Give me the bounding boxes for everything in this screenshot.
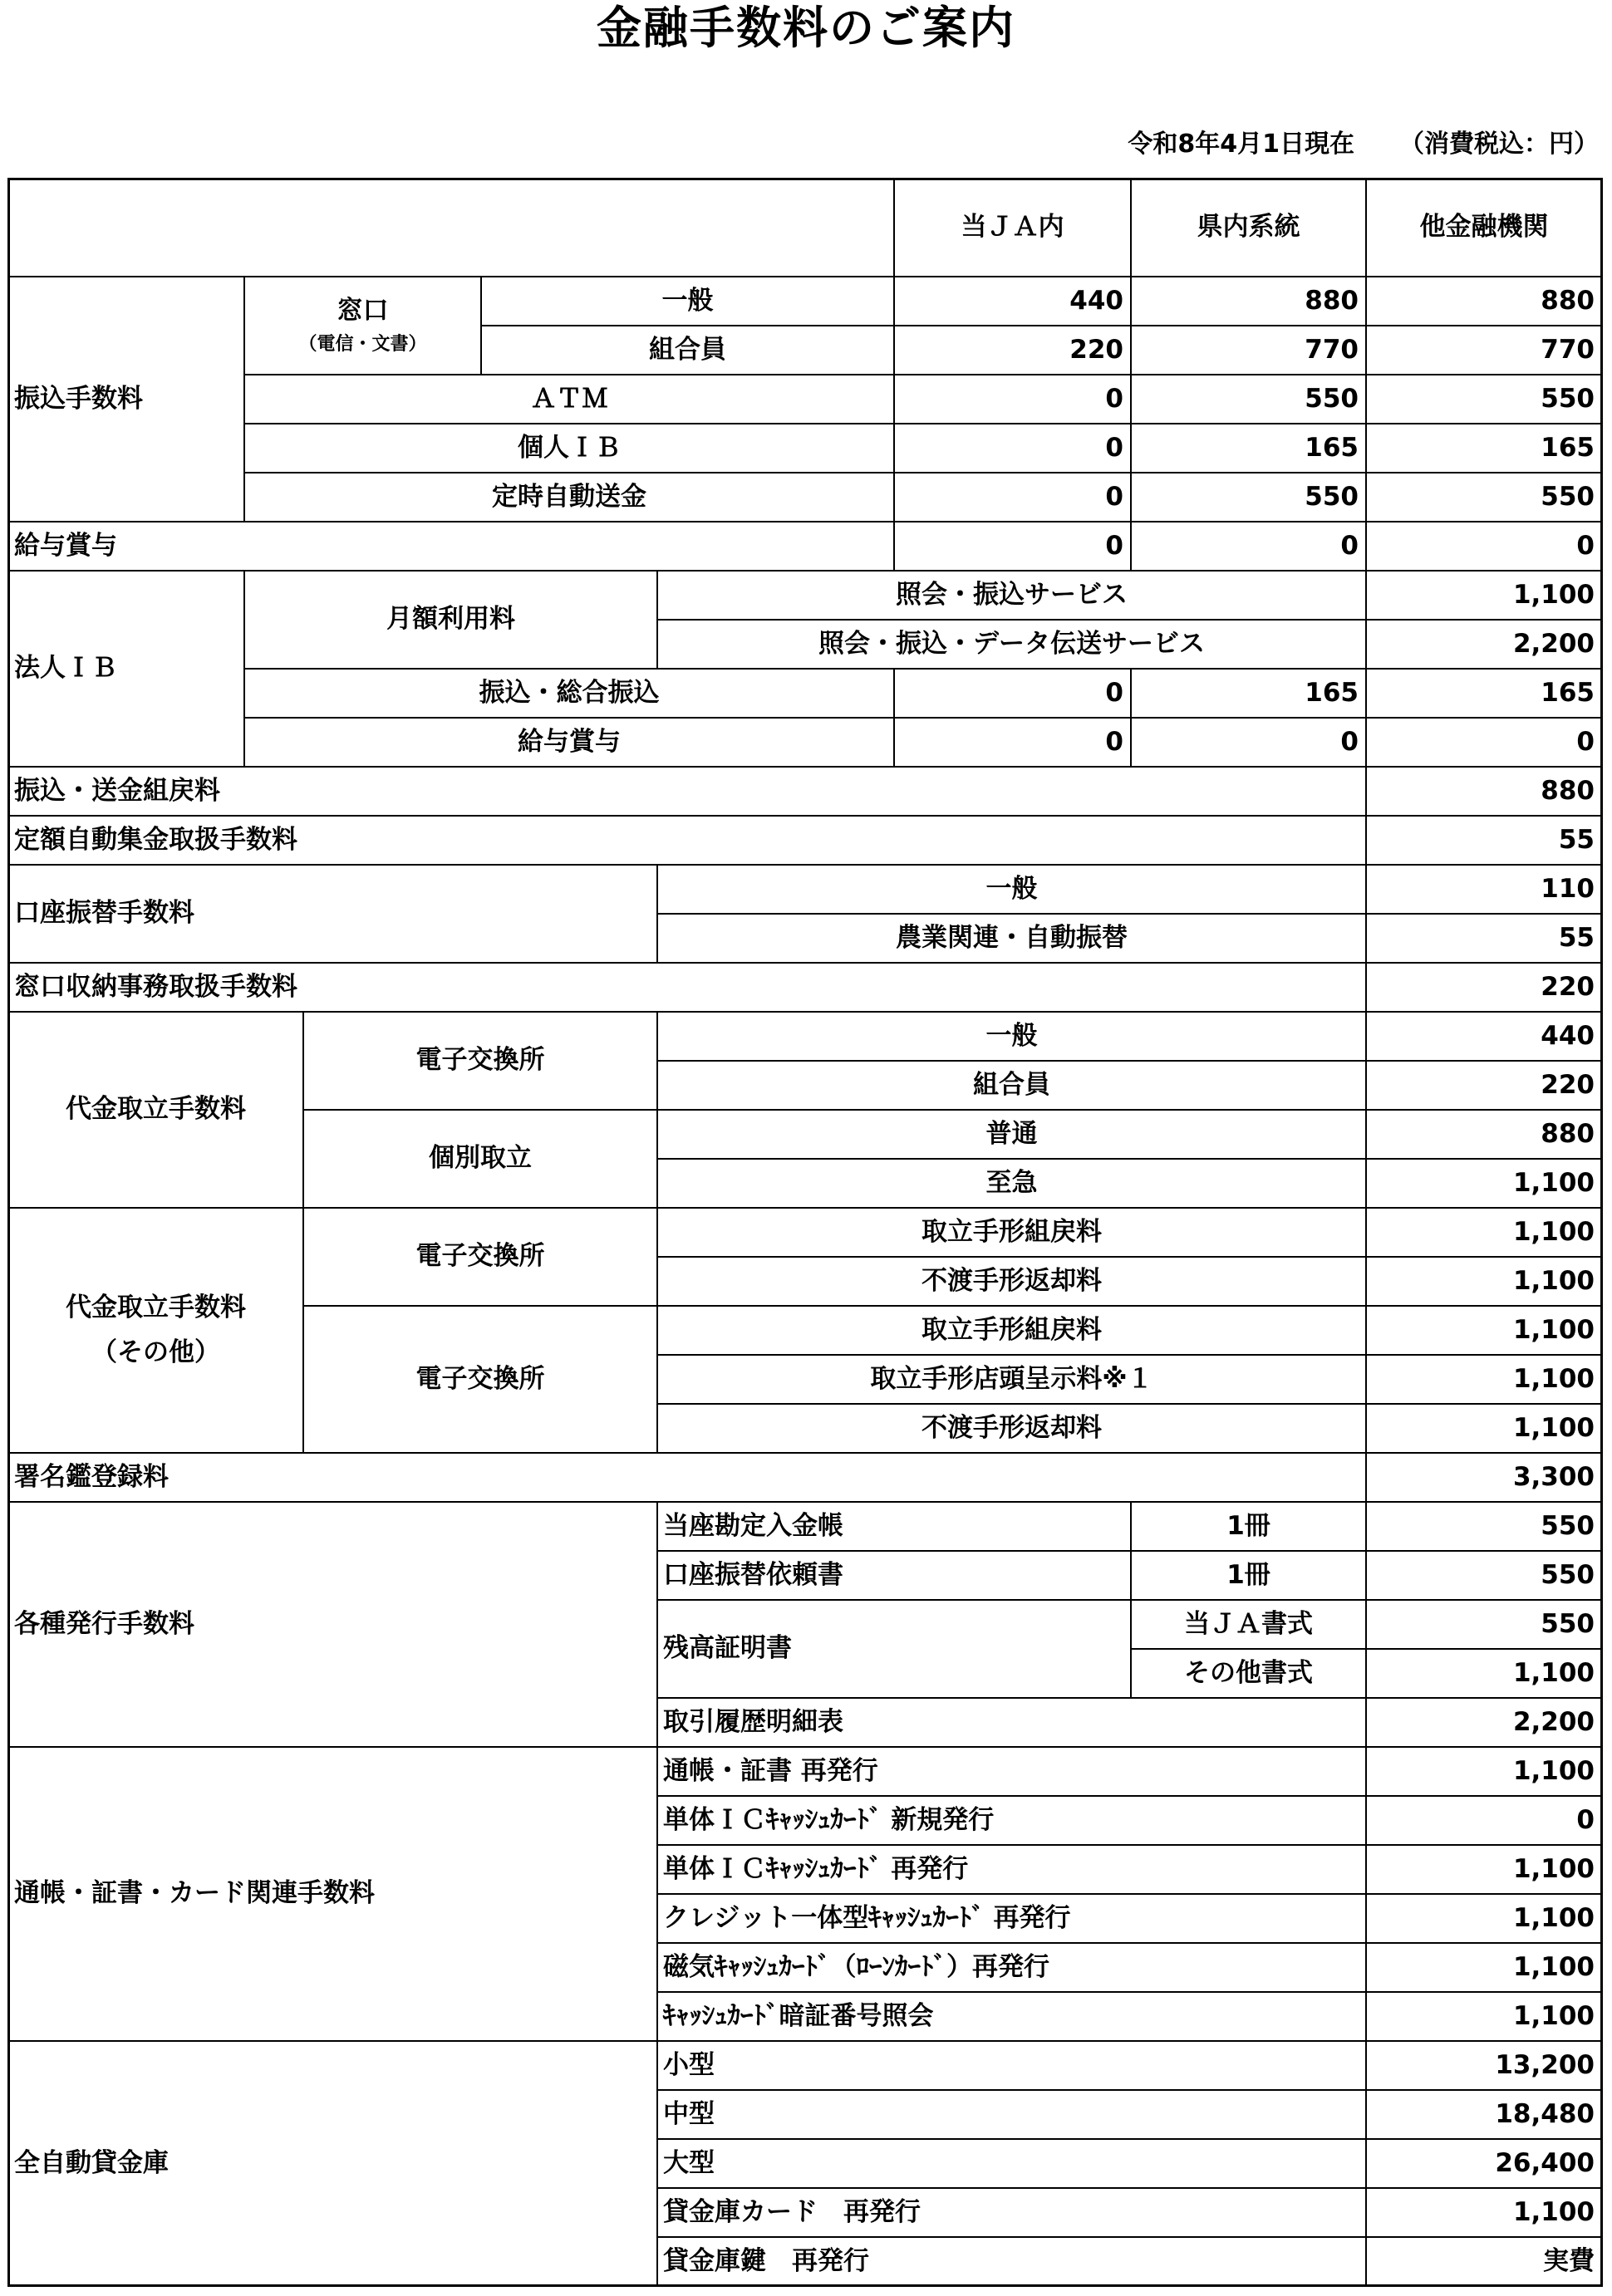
label-monthly-fee: 月額利用料 (243, 570, 658, 670)
label-member: 組合員 (656, 1060, 1367, 1111)
label-normal: 普通 (656, 1109, 1367, 1160)
section-collection-fee-other (7, 1207, 304, 1454)
label-passbook-reissue: 通帳・証書 再発行 (656, 1746, 1367, 1797)
fee-value: 550 (1365, 1599, 1603, 1650)
label-pin-inquiry: ｷｬｯｼｭｶｰﾄﾞ暗証番号照会 (656, 1991, 1367, 2042)
fee-value: 55 (1365, 815, 1603, 866)
fee-value: 165 (1365, 668, 1603, 719)
label-inquiry-transfer: 照会・振込サービス (656, 570, 1367, 621)
fee-value: 55 (1365, 913, 1603, 964)
fee-value: 880 (1365, 1109, 1603, 1160)
label-own-format: 当ＪＡ書式 (1130, 1599, 1367, 1650)
fee-value: 550 (1130, 374, 1367, 424)
label-atm: ＡＴＭ (243, 374, 895, 424)
label-safe-card-reissue: 貸金庫カード 再発行 (656, 2187, 1367, 2238)
label-e-clearing: 電子交換所 (302, 1305, 658, 1454)
section-signature-registration: 署名鑑登録料 (7, 1452, 1367, 1503)
fee-value: 220 (893, 325, 1132, 375)
label-dishonored-return: 不渡手形返却料 (656, 1403, 1367, 1454)
cell-label: 代金取立手数料 (66, 1292, 246, 1322)
fee-value: 実費 (1365, 2236, 1603, 2287)
fee-value: 880 (1365, 276, 1603, 326)
cell-sublabel: （その他） (91, 1337, 220, 1367)
label-dishonored-return: 不渡手形返却料 (656, 1256, 1367, 1307)
fee-value: 1,100 (1365, 1942, 1603, 1993)
fee-value: 0 (893, 472, 1132, 522)
fee-value: 1,100 (1365, 1354, 1603, 1405)
fee-value: 0 (1365, 717, 1603, 768)
label-checking-deposit-book: 当座勘定入金帳 (656, 1501, 1132, 1552)
cell-sublabel: （電信・文書） (298, 334, 427, 356)
label-counter (243, 276, 482, 375)
fee-value: 165 (1130, 668, 1367, 719)
fee-value: 165 (1130, 423, 1367, 473)
cell-label: 窓口 (337, 295, 389, 326)
fee-value: 3,300 (1365, 1452, 1603, 1503)
fee-value: 1,100 (1365, 570, 1603, 621)
section-passbook-card-fees: 通帳・証書・カード関連手数料 (7, 1746, 658, 2042)
label-credit-card-reissue: クレジット一体型ｷｬｯｼｭｶｰﾄﾞ 再発行 (656, 1893, 1367, 1944)
label-individual-collection: 個別取立 (302, 1109, 658, 1209)
fee-value: 1,100 (1365, 1403, 1603, 1454)
fee-value: 440 (1365, 1011, 1603, 1062)
label-general: 一般 (480, 276, 895, 326)
label-balance-certificate: 残高証明書 (656, 1599, 1132, 1699)
label-bulk-transfer: 振込・総合振込 (243, 668, 895, 719)
label-over-counter-presentment: 取立手形店頭呈示料※１ (656, 1354, 1367, 1405)
label-transfer-request-form: 口座振替依頼書 (656, 1550, 1132, 1601)
page-title: 金融手数料のご案内 (597, 2, 1015, 54)
section-corporate-ib: 法人ＩＢ (7, 570, 245, 768)
fee-value: 165 (1365, 423, 1603, 473)
section-collection-fee: 代金取立手数料 (7, 1011, 304, 1209)
label-small: 小型 (656, 2040, 1367, 2091)
fee-value: 0 (1130, 521, 1367, 572)
fee-value: 220 (1365, 962, 1603, 1013)
fee-value: 1,100 (1365, 2187, 1603, 2238)
fee-value: 0 (893, 374, 1132, 424)
header-other-bank: 他金融機関 (1365, 178, 1603, 277)
fee-value: 1,100 (1365, 1256, 1603, 1307)
label-personal-ib: 個人ＩＢ (243, 423, 895, 473)
section-safe-deposit: 全自動貸金庫 (7, 2040, 658, 2287)
header-prefecture: 県内系統 (1130, 178, 1367, 277)
fee-value: 550 (1365, 1550, 1603, 1601)
fee-value: 0 (1365, 521, 1603, 572)
fee-value: 2,200 (1365, 619, 1603, 670)
header-blank (7, 178, 895, 277)
fee-value: 0 (893, 521, 1132, 572)
label-medium: 中型 (656, 2089, 1367, 2140)
fee-value: 220 (1365, 1060, 1603, 1111)
label-ic-card-new: 単体ＩＣｷｬｯｼｭｶｰﾄﾞ 新規発行 (656, 1795, 1367, 1846)
fee-value: 26,400 (1365, 2138, 1603, 2189)
header-own-ja: 当ＪＡ内 (893, 178, 1132, 277)
label-other-format: その他書式 (1130, 1648, 1367, 1699)
fee-value: 770 (1365, 325, 1603, 375)
fee-value: 440 (893, 276, 1132, 326)
label-general: 一般 (656, 1011, 1367, 1062)
fee-value: 110 (1365, 864, 1603, 915)
label-per-book: 1冊 (1130, 1550, 1367, 1601)
label-magnetic-card-reissue: 磁気ｷｬｯｼｭｶｰﾄﾞ（ﾛｰﾝｶｰﾄﾞ）再発行 (656, 1942, 1367, 1993)
label-general: 一般 (656, 864, 1367, 915)
label-urgent: 至急 (656, 1158, 1367, 1209)
label-e-clearing: 電子交換所 (302, 1011, 658, 1111)
fee-value: 880 (1365, 766, 1603, 817)
section-account-transfer: 口座振替手数料 (7, 864, 658, 964)
section-transfer-fee: 振込手数料 (7, 276, 245, 522)
section-transfer-cancel: 振込・送金組戻料 (7, 766, 1367, 817)
fee-value: 1,100 (1365, 1746, 1603, 1797)
fee-value: 770 (1130, 325, 1367, 375)
section-counter-collection: 窓口収納事務取扱手数料 (7, 962, 1367, 1013)
as-of-date: 令和8年4月1日現在 (1128, 130, 1354, 159)
fee-value: 0 (893, 717, 1132, 768)
fee-value: 0 (893, 423, 1132, 473)
label-bill-cancel: 取立手形組戻料 (656, 1207, 1367, 1258)
label-scheduled-remittance: 定時自動送金 (243, 472, 895, 522)
unit-note: （消費税込：円） (1399, 130, 1599, 159)
fee-value: 2,200 (1365, 1697, 1603, 1748)
label-safe-key-reissue: 貸金庫鍵 再発行 (656, 2236, 1367, 2287)
fee-value: 1,100 (1365, 1648, 1603, 1699)
fee-value: 550 (1130, 472, 1367, 522)
label-inquiry-transfer-data: 照会・振込・データ伝送サービス (656, 619, 1367, 670)
fee-value: 1,100 (1365, 1207, 1603, 1258)
fee-value: 880 (1130, 276, 1367, 326)
fee-value: 0 (1130, 717, 1367, 768)
fee-value: 1,100 (1365, 1305, 1603, 1356)
section-issuance-fees: 各種発行手数料 (7, 1501, 658, 1748)
fee-value: 1,100 (1365, 1991, 1603, 2042)
fee-value: 550 (1365, 1501, 1603, 1552)
label-transaction-history: 取引履歴明細表 (656, 1697, 1367, 1748)
fee-value: 1,100 (1365, 1893, 1603, 1944)
label-agri-auto: 農業関連・自動振替 (656, 913, 1367, 964)
section-payroll: 給与賞与 (7, 521, 895, 572)
fee-value: 1,100 (1365, 1158, 1603, 1209)
label-member: 組合員 (480, 325, 895, 375)
fee-value: 550 (1365, 374, 1603, 424)
label-bill-cancel: 取立手形組戻料 (656, 1305, 1367, 1356)
fee-value: 0 (893, 668, 1132, 719)
fee-value: 18,480 (1365, 2089, 1603, 2140)
section-auto-collection: 定額自動集金取扱手数料 (7, 815, 1367, 866)
fee-value: 1,100 (1365, 1844, 1603, 1895)
label-payroll: 給与賞与 (243, 717, 895, 768)
label-ic-card-reissue: 単体ＩＣｷｬｯｼｭｶｰﾄﾞ 再発行 (656, 1844, 1367, 1895)
label-e-clearing: 電子交換所 (302, 1207, 658, 1307)
fee-value: 550 (1365, 472, 1603, 522)
fee-value: 0 (1365, 1795, 1603, 1846)
label-large: 大型 (656, 2138, 1367, 2189)
label-per-book: 1冊 (1130, 1501, 1367, 1552)
fee-value: 13,200 (1365, 2040, 1603, 2091)
